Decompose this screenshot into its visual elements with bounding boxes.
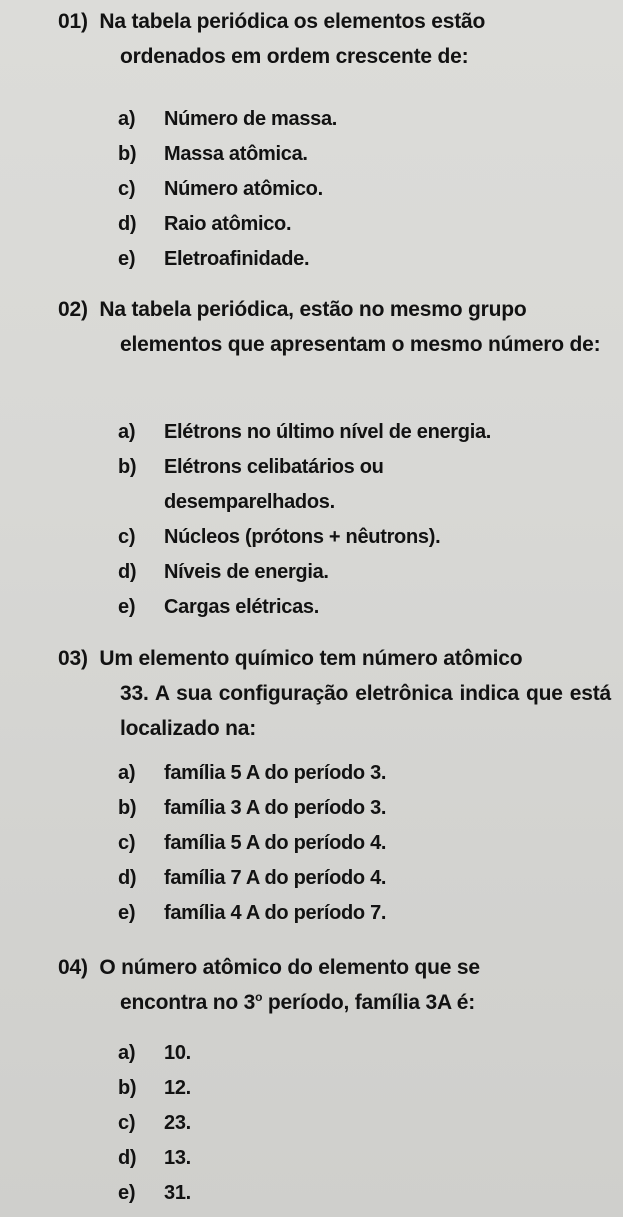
question-02-option-b[interactable] [118, 450, 603, 520]
question-01-prompt [58, 4, 611, 74]
question-02-prompt [58, 292, 611, 362]
option-letter: a) [118, 762, 136, 784]
option-text: 12. [164, 1077, 191, 1099]
question-04-prompt [58, 950, 611, 1020]
option-text: 10. [164, 1042, 191, 1064]
option-letter: e) [118, 902, 136, 924]
question-03-option-c[interactable] [118, 826, 603, 861]
option-text: Cargas elétricas. [164, 596, 319, 618]
question-03-option-e[interactable] [118, 896, 603, 931]
option-text: 31. [164, 1182, 191, 1204]
question-04-option-b[interactable] [118, 1071, 603, 1106]
option-text: Massa atômica. [164, 143, 308, 165]
question-03-option-b[interactable] [118, 791, 603, 826]
question-01 [58, 4, 611, 74]
option-letter: d) [118, 1147, 137, 1169]
question-01-number: 01) [58, 10, 88, 33]
option-letter: a) [118, 108, 136, 130]
option-text: Elétrons no último nível de energia. [164, 421, 492, 443]
question-02-line1: Na tabela periódica, estão no mesmo grupo [99, 298, 527, 321]
option-letter: b) [118, 143, 137, 165]
question-04 [58, 950, 611, 1020]
question-02-line2: elementos que apresentam o mesmo número de: [120, 333, 601, 356]
option-text: Número de massa. [164, 108, 338, 130]
option-letter: d) [118, 867, 137, 889]
option-text: Número atômico. [164, 178, 323, 200]
option-letter: a) [118, 1042, 136, 1064]
option-letter: e) [118, 1182, 136, 1204]
option-letter: e) [118, 248, 136, 270]
question-01-option-b[interactable] [118, 137, 603, 172]
prompt-fragment: período, família 3A é: [262, 991, 476, 1014]
question-04-option-c[interactable] [118, 1106, 603, 1141]
question-03-options [118, 756, 603, 931]
option-text: família 5 A do período 3. [164, 762, 387, 784]
question-01-line2: ordenados em ordem crescente de: [120, 45, 469, 68]
question-04-line2 [58, 985, 611, 1020]
question-01-line1: Na tabela periódica os elementos estão [99, 10, 486, 33]
question-03-line2: 33. A sua configuração eletrônica indica que está localizado na: [120, 682, 611, 740]
question-01-option-a[interactable] [118, 102, 603, 137]
option-letter: c) [118, 526, 136, 548]
question-03-option-a[interactable] [118, 756, 603, 791]
question-04-option-d[interactable] [118, 1141, 603, 1176]
question-02-option-a[interactable] [118, 415, 603, 450]
question-03-number: 03) [58, 647, 88, 670]
question-03-option-d[interactable] [118, 861, 603, 896]
option-text: 23. [164, 1112, 191, 1134]
option-letter: c) [118, 178, 136, 200]
option-letter: d) [118, 561, 137, 583]
option-text: família 4 A do período 7. [164, 902, 387, 924]
question-04-line1: O número atômico do elemento que se [99, 956, 480, 979]
question-03-line1: Um elemento químico tem número atômico [99, 647, 523, 670]
option-letter: a) [118, 421, 136, 443]
question-02-option-c[interactable] [118, 520, 603, 555]
option-text: Elétrons celibatários ou desemparelhados. [164, 456, 384, 513]
option-text: Raio atômico. [164, 213, 292, 235]
option-letter: b) [118, 456, 137, 478]
question-02-option-e[interactable] [118, 590, 603, 625]
option-text: família 7 A do período 4. [164, 867, 387, 889]
question-01-option-d[interactable] [118, 207, 603, 242]
prompt-fragment: encontra no 3 [120, 991, 256, 1014]
question-01-options [118, 102, 603, 277]
option-text: 13. [164, 1147, 191, 1169]
question-01-option-e[interactable] [118, 242, 603, 277]
option-text: família 5 A do período 4. [164, 832, 387, 854]
question-01-option-c[interactable] [118, 172, 603, 207]
option-text: Níveis de energia. [164, 561, 329, 583]
question-03 [58, 641, 611, 746]
option-letter: b) [118, 1077, 137, 1099]
option-text: Núcleos (prótons + nêutrons). [164, 526, 441, 548]
question-04-number: 04) [58, 956, 88, 979]
ordinal-superscript: o [255, 990, 263, 1004]
question-04-option-a[interactable] [118, 1036, 603, 1071]
option-letter: c) [118, 832, 136, 854]
question-04-options [118, 1036, 603, 1211]
option-letter: d) [118, 213, 137, 235]
question-02-options [118, 415, 603, 625]
option-text: Eletroafinidade. [164, 248, 310, 270]
question-02 [58, 292, 611, 362]
question-02-option-d[interactable] [118, 555, 603, 590]
question-03-prompt [58, 641, 611, 746]
option-letter: e) [118, 596, 136, 618]
option-letter: c) [118, 1112, 136, 1134]
option-text: família 3 A do período 3. [164, 797, 387, 819]
question-04-option-e[interactable] [118, 1176, 603, 1211]
question-02-number: 02) [58, 298, 88, 321]
option-letter: b) [118, 797, 137, 819]
